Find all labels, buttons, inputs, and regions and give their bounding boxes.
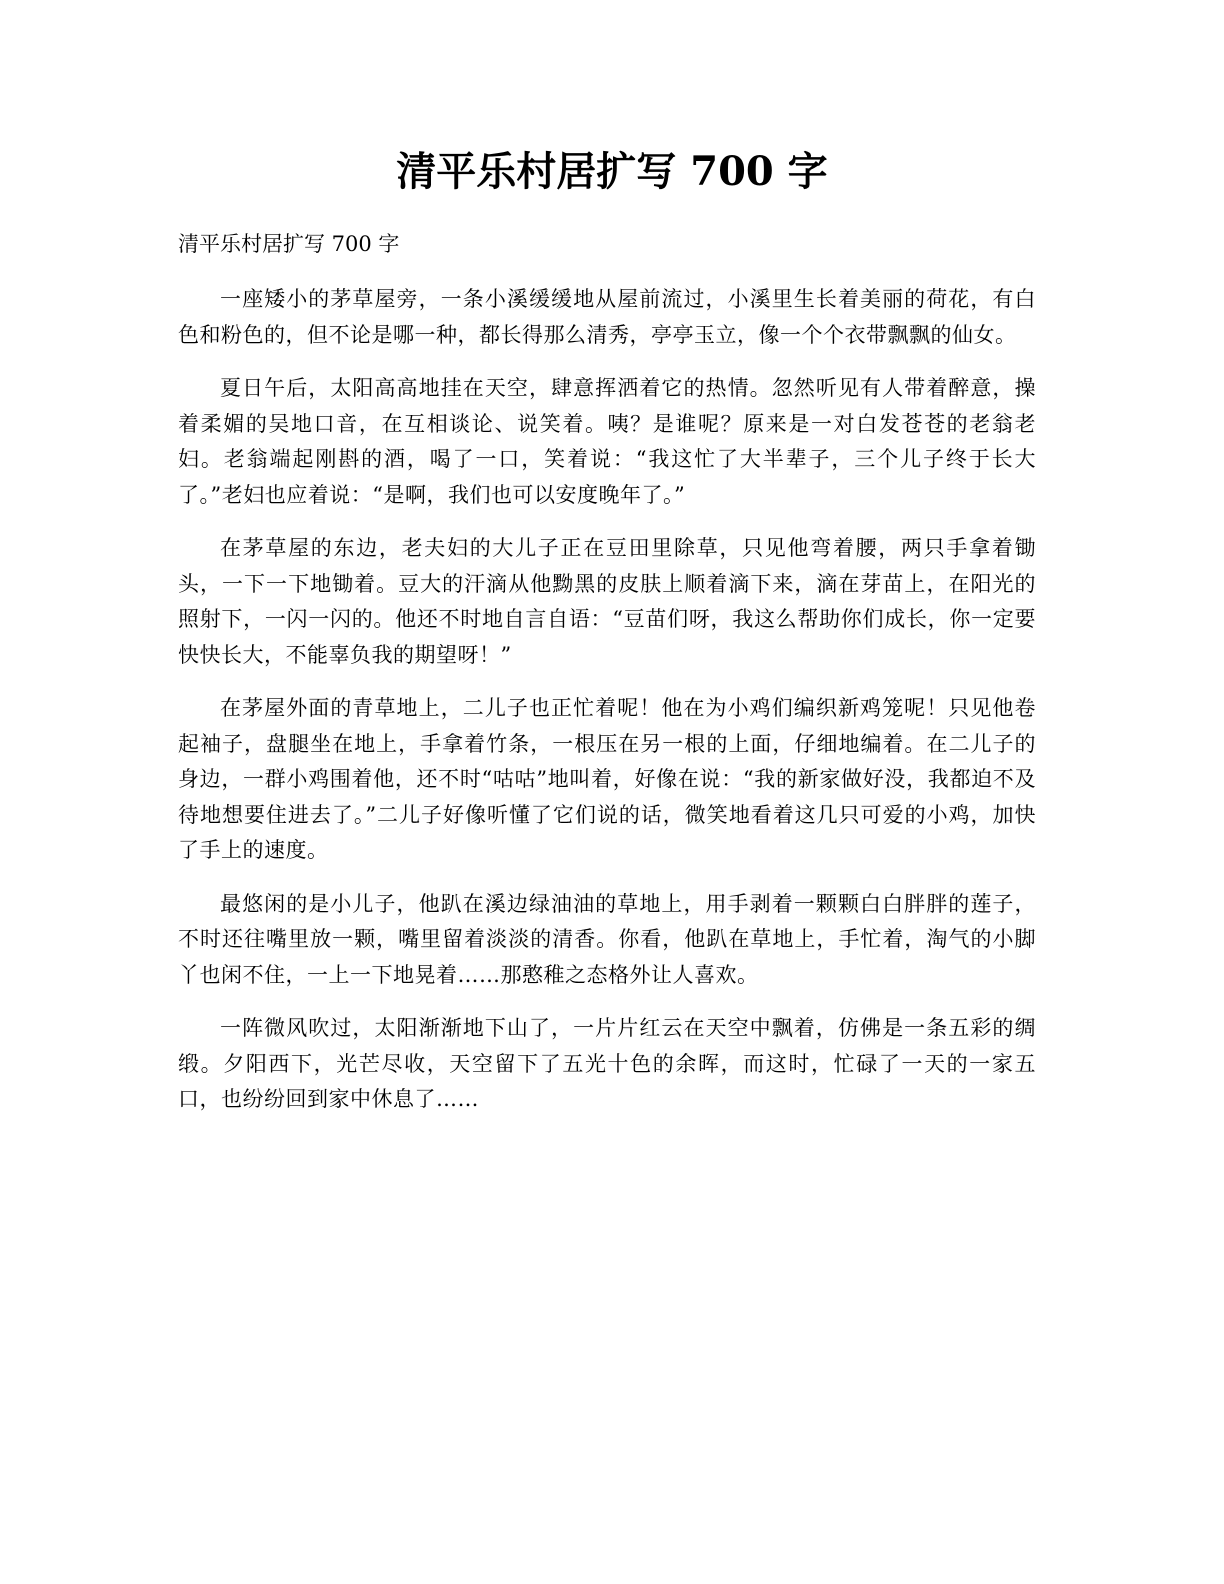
paragraph-6: 一阵微风吹过，太阳渐渐地下山了，一片片红云在天空中飘着，仿佛是一条五彩的绸缎。夕阳西下，光芒尽收，天空留下了五光十色的余晖，而这时，忙碌了一天的一家五口，也纷纷回到家中休息了…… — [178, 1016, 1036, 1111]
document-body — [178, 282, 1036, 1136]
paragraph-2: 夏日午后，太阳高高地挂在天空，肆意挥洒着它的热情。忽然听见有人带着醉意，操着柔媚的吴地口音，在互相谈论、说笑着。咦？是谁呢？原来是一对白发苍苍的老翁老妇。老翁端起刚斟的酒，喝了一口，笑着说：“我这忙了大半辈子，三个儿子终于长大了。”老妇也应着说：“是啊，我们也可以安度晚年了。” — [178, 376, 1036, 507]
document-subtitle: 清平乐村居扩写 700 字 — [178, 232, 400, 256]
paragraph-1: 一座矮小的茅草屋旁，一条小溪缓缓地从屋前流过，小溪里生长着美丽的荷花，有白色和粉色的，但不论是哪一种，都长得那么清秀，亭亭玉立，像一个个衣带飘飘的仙女。 — [178, 287, 1036, 347]
paragraph-5: 最悠闲的是小儿子，他趴在溪边绿油油的草地上，用手剥着一颗颗白白胖胖的莲子，不时还往嘴里放一颗，嘴里留着淡淡的清香。你看，他趴在草地上，手忙着，淘气的小脚丫也闲不住，一上一下地晃着……那憨稚之态格外让人喜欢。 — [178, 891, 1036, 987]
paragraph-3: 在茅草屋的东边，老夫妇的大儿子正在豆田里除草，只见他弯着腰，两只手拿着锄头，一下一下地锄着。豆大的汗滴从他黝黑的皮肤上顺着滴下来，滴在芽苗上，在阳光的照射下，一闪一闪的。他还不时地自言自语：“豆苗们呀，我这么帮助你们成长，你一定要快快长大，不能辜负我的期望呀！” — [178, 536, 1036, 667]
paragraph-4: 在茅屋外面的青草地上，二儿子也正忙着呢！他在为小鸡们编织新鸡笼呢！只见他卷起袖子，盘腿坐在地上，手拿着竹条，一根压在另一根的上面，仔细地编着。在二儿子的身边，一群小鸡围着他，还不时“咕咕”地叫着，好像在说：“我的新家做好没，我都迫不及待地想要住进去了。”二儿子好像听懂了它们说的话，微笑地看着这几只可爱的小鸡，加快了手上的速度。 — [178, 696, 1036, 862]
document-title: 清平乐村居扩写 700 字 — [396, 148, 828, 195]
